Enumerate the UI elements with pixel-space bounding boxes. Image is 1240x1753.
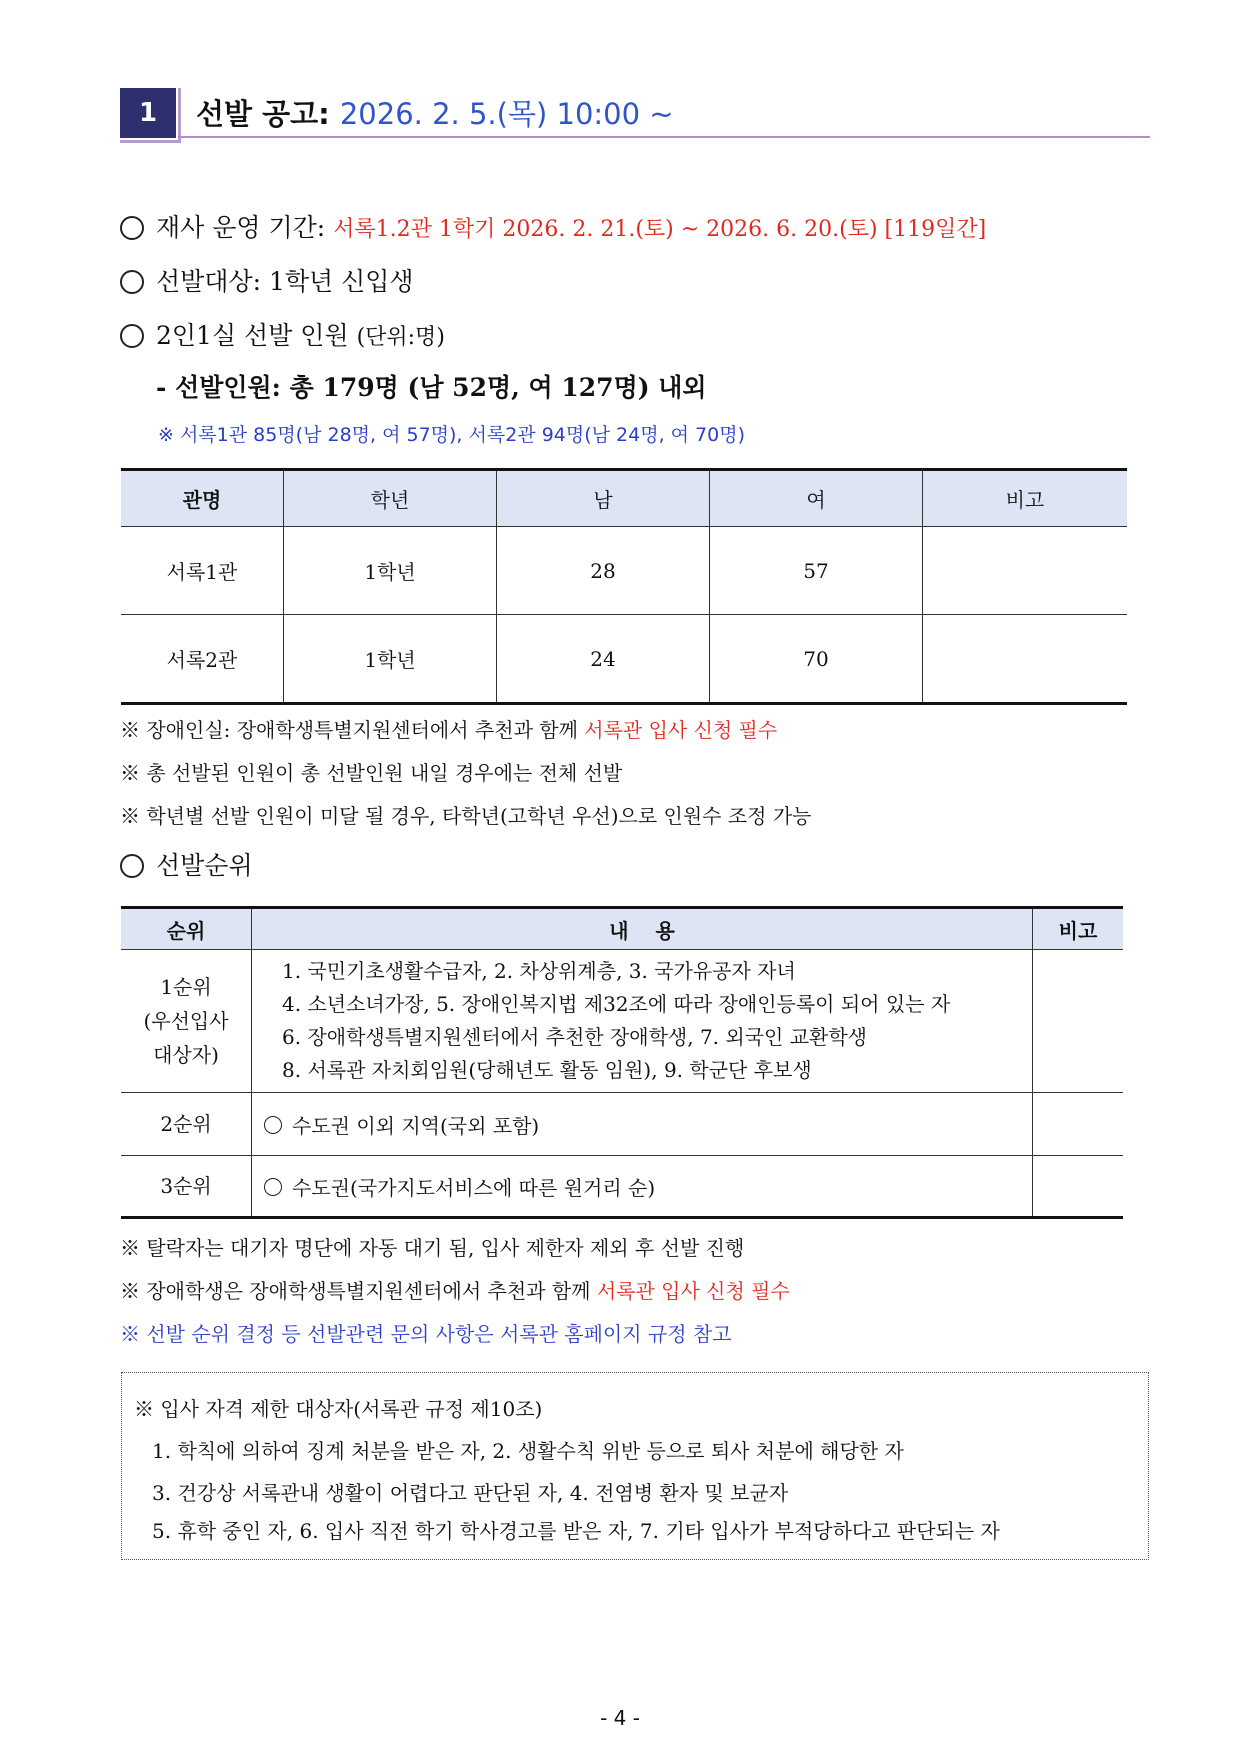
rank1-item: 6. 장애학생특별지원센터에서 추천한 장애학생, 7. 외국인 교환학생: [282, 1025, 867, 1049]
table-row: [121, 527, 1127, 615]
capacity-detail: - 선발인원: 총 179명 (남 52명, 여 127명) 내외: [156, 373, 707, 402]
ranking-title: [120, 846, 253, 882]
table-cell: 1학년: [284, 615, 497, 704]
table-cell: 서록2관: [121, 615, 284, 704]
rank1-sublabel: 대상자): [153, 1043, 219, 1067]
period-label: 재사 운영 기간:: [156, 213, 326, 242]
rank3-text: 수도권(국가지도서비스에 따른 원거리 순): [292, 1175, 656, 1200]
table-cell: [923, 527, 1128, 615]
table-row: [121, 1093, 1123, 1156]
table-cell: 70: [710, 615, 923, 704]
rank1-sublabel: (우선입사: [143, 1009, 229, 1033]
rank1-item: 8. 서록관 자치회임원(당해년도 활동 임원), 9. 학군단 후보생: [282, 1058, 812, 1082]
capacity-note: ※ 서록1관 85명(남 28명, 여 57명), 서록2관 94명(남 24명, 여 70명): [158, 424, 745, 446]
table-cell: 서록1관: [121, 527, 284, 615]
table-row: [121, 950, 1123, 1093]
table-cell: 24: [497, 615, 710, 704]
rank1-remarks: [1033, 950, 1124, 1093]
rank1-item: 1. 국민기초생활수급자, 2. 차상위계층, 3. 국가유공자 자녀: [282, 959, 796, 983]
note-text: ※ 장애인실: 장애학생특별지원센터에서 추천과 함께: [120, 718, 585, 742]
circle-bullet-icon: [120, 854, 144, 878]
capacity-unit: (단위:명): [356, 325, 445, 350]
col-hall-name: 관명: [121, 470, 284, 527]
table-cell: [923, 615, 1128, 704]
rank1-item: 4. 소년소녀가장, 5. 장애인복지법 제32조에 따라 장애인등록이 되어 있는 자: [282, 992, 951, 1016]
table-row: [121, 1156, 1123, 1218]
heading-title: [196, 92, 674, 133]
rank1-label: 1순위: [160, 975, 212, 999]
note-grade-adjust: ※ 학년별 선발 인원이 미달 될 경우, 타학년(고학년 우선)으로 인원수 조정 가능: [120, 804, 812, 828]
operation-period: [120, 208, 986, 244]
rank3-content: [252, 1156, 1033, 1218]
ranking-table: [121, 906, 1123, 1219]
page-number: - 4 -: [600, 1706, 640, 1730]
note-disabled-room: [120, 714, 777, 743]
col-male: 남: [497, 470, 710, 527]
restriction-box: [121, 1372, 1149, 1560]
heading-number-badge: 1: [120, 88, 176, 138]
note-waitlist: ※ 탈락자는 대기자 명단에 자동 대기 됨, 입사 제한자 제외 후 선발 진행: [120, 1236, 745, 1260]
restriction-item: 5. 휴학 중인 자, 6. 입사 직전 학기 학사경고를 받은 자, 7. 기타 입사가 부적당하다고 판단되는 자: [152, 1519, 1000, 1543]
selection-target: [120, 262, 414, 298]
circle-bullet-icon: [120, 216, 144, 240]
heading-underline: [178, 136, 1150, 138]
rank3-label: 3순위: [121, 1156, 252, 1218]
rank1-content: [252, 950, 1033, 1093]
rank2-label: 2순위: [121, 1093, 252, 1156]
note-inquiry: ※ 선발 순위 결정 등 선발관련 문의 사항은 서록관 홈페이지 규정 참고: [120, 1322, 732, 1346]
table-header-row: [121, 908, 1123, 950]
rank2-content: [252, 1093, 1033, 1156]
table-header-row: [121, 470, 1127, 527]
rank2-remarks: [1033, 1093, 1124, 1156]
col-remarks: 비고: [1033, 908, 1124, 950]
note-required: 서록관 입사 신청 필수: [596, 1279, 790, 1303]
rank3-remarks: [1033, 1156, 1124, 1218]
period-value: 서록1.2관 1학기 2026. 2. 21.(토) ~ 2026. 6. 20.(토) [119일간]: [333, 217, 987, 242]
restriction-item: 3. 건강상 서록관내 생활이 어렵다고 판단된 자, 4. 전염병 환자 및 보균자: [152, 1481, 789, 1505]
col-rank: 순위: [121, 908, 252, 950]
table-cell: 57: [710, 527, 923, 615]
table-cell: 1학년: [284, 527, 497, 615]
rank1-cell: [121, 950, 252, 1093]
col-remarks: 비고: [923, 470, 1128, 527]
capacity-label: 2인1실 선발 인원: [156, 321, 349, 350]
note-disabled-student: [120, 1275, 790, 1304]
restriction-item: 1. 학칙에 의하여 징계 처분을 받은 자, 2. 생활수칙 위반 등으로 퇴사 처분에 해당한 자: [152, 1439, 904, 1463]
target-text: 선발대상: 1학년 신입생: [156, 267, 414, 296]
ranking-title-text: 선발순위: [156, 851, 253, 880]
circle-bullet-icon: [120, 270, 144, 294]
circle-bullet-icon: [120, 324, 144, 348]
circle-bullet-icon: [264, 1116, 282, 1134]
note-full-selection: ※ 총 선발된 인원이 총 선발인원 내일 경우에는 전체 선발: [120, 761, 623, 785]
note-text: ※ 장애학생은 장애학생특별지원센터에서 추천과 함께: [120, 1279, 597, 1303]
capacity-table: [121, 468, 1127, 705]
selection-capacity: [120, 316, 445, 352]
table-row: [121, 615, 1127, 704]
col-female: 여: [710, 470, 923, 527]
restriction-title: ※ 입사 자격 제한 대상자(서록관 규정 제10조): [134, 1397, 543, 1421]
circle-bullet-icon: [264, 1178, 282, 1196]
col-content: 내 용: [252, 908, 1033, 950]
col-grade: 학년: [284, 470, 497, 527]
table-cell: 28: [497, 527, 710, 615]
rank2-text: 수도권 이외 지역(국외 포함): [292, 1113, 540, 1138]
heading-label: 선발 공고:: [196, 97, 330, 131]
note-required: 서록관 입사 신청 필수: [584, 718, 778, 742]
heading-date: 2026. 2. 5.(목) 10:00 ~: [339, 97, 674, 131]
